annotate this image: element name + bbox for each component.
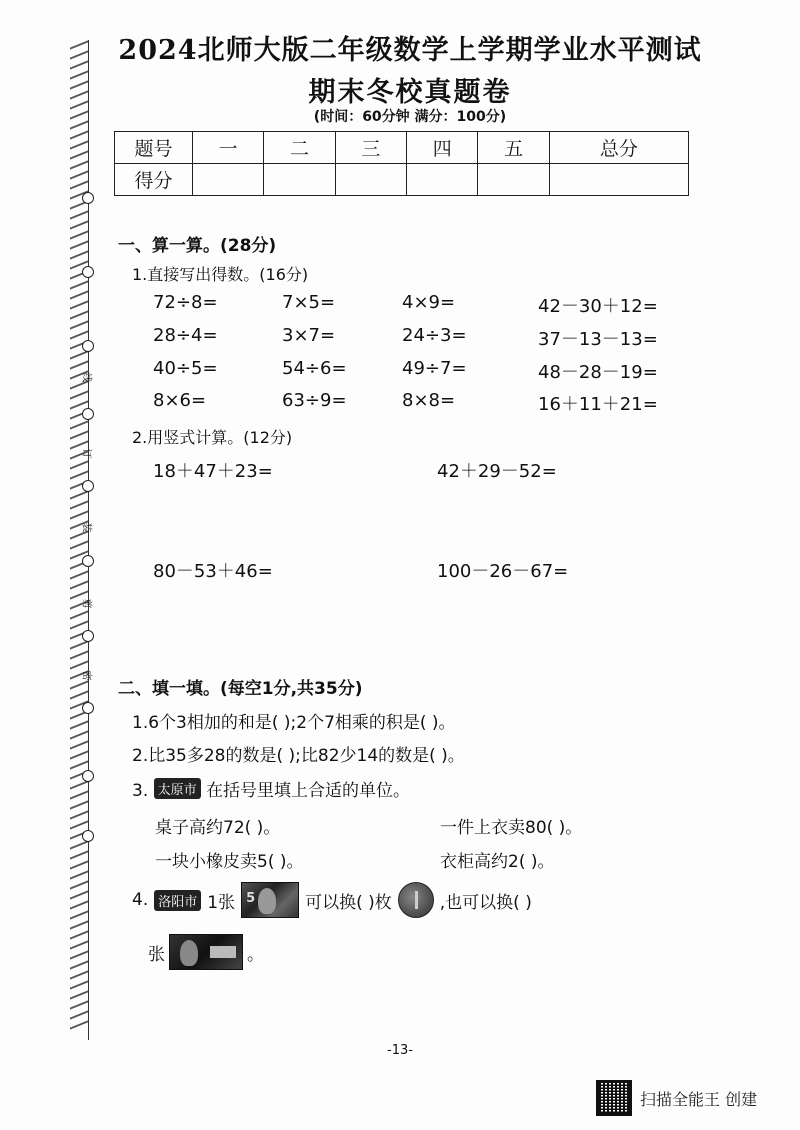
binding-hatch-mark (70, 120, 88, 129)
section-2-title: 二、填一填。(每空1分,共35分) (118, 679, 363, 699)
score-blank-cell[interactable] (478, 164, 549, 196)
fill-question-4-cont (148, 934, 264, 970)
calc-item: 63÷9= (282, 390, 347, 411)
binding-hatch-mark (70, 540, 88, 549)
binding-hatch-mark (70, 80, 88, 89)
binding-hatch-mark (70, 570, 88, 579)
binding-hatch-mark (70, 960, 88, 969)
binding-hatch-mark (70, 900, 88, 909)
coin-image (398, 882, 434, 918)
region-tag: 太原市 (154, 778, 201, 799)
unit-item: 衣柜高约2( )。 (440, 852, 555, 872)
binding-hatch-mark (70, 950, 88, 959)
binding-hatch-mark (70, 820, 88, 829)
portrait-icon (258, 888, 276, 914)
question-text: 1张 (207, 892, 236, 913)
banknote-image (169, 934, 243, 970)
binding-hatch-mark (70, 800, 88, 809)
binding-hatch-mark (70, 850, 88, 859)
table-cell: 五 (478, 132, 549, 164)
binding-hatch-mark (70, 1010, 88, 1019)
binding-hatch-mark (70, 860, 88, 869)
calc-item: 24÷3= (402, 325, 467, 346)
fill-question-1: 1.6个3相加的和是( );2个7相乘的积是( )。 (132, 713, 456, 733)
binding-hatch-mark (70, 390, 88, 399)
binding-hatch-mark (70, 90, 88, 99)
exam-subtitle-title: 期末冬校真题卷 (308, 77, 512, 108)
unit-item: 一件上衣卖80( )。 (440, 818, 583, 838)
binding-hole (82, 408, 94, 420)
binding-hatch-mark (70, 360, 88, 369)
score-blank-cell[interactable] (193, 164, 264, 196)
binding-hatch-mark (70, 620, 88, 629)
binding-hatch-mark (70, 320, 88, 329)
binding-hatch-mark (70, 150, 88, 159)
binding-hatch-mark (70, 970, 88, 979)
table-cell: 二 (264, 132, 335, 164)
vertical-calc-item: 80－53＋46= (153, 561, 273, 582)
question-number: 3. (132, 781, 149, 801)
time-score-info: (时间：60分钟 满分：100分) (313, 109, 507, 125)
binding-hatch-mark (70, 720, 88, 729)
binding-hatch-mark (70, 210, 88, 219)
section-1-title: 一、算一算。(28分) (118, 236, 277, 256)
binding-hatch-mark (70, 470, 88, 479)
binding-hatch-mark (70, 220, 88, 229)
banknote-5-yuan-image (241, 882, 299, 918)
binding-hatch-mark (70, 60, 88, 69)
binding-hatch-mark (70, 250, 88, 259)
binding-hatch-mark (70, 870, 88, 879)
fill-question-2: 2.比35多28的数是( );比82少14的数是( )。 (132, 746, 465, 766)
calc-item: 42－30＋12= (538, 296, 658, 317)
binding-hole (82, 630, 94, 642)
binding-hatch-mark (70, 690, 88, 699)
banknote-label (210, 946, 236, 958)
fill-question-4 (132, 882, 532, 918)
region-tag: 洛阳市 (154, 890, 201, 911)
margin-char: 线 (80, 372, 92, 383)
vertical-calc-item: 42＋29－52= (437, 461, 557, 482)
question-text: ,也可以换( ) (439, 892, 532, 913)
binding-hatch-mark (70, 70, 88, 79)
binding-hatch-mark (70, 760, 88, 769)
score-table-header-row (115, 132, 689, 164)
table-cell: 得分 (115, 164, 193, 196)
binding-hatch-mark (70, 110, 88, 119)
binding-hatch-mark (70, 290, 88, 299)
binding-hatch-mark (70, 420, 88, 429)
binding-hole (82, 770, 94, 782)
calc-item: 8×6= (153, 390, 207, 411)
binding-hatch-mark (70, 730, 88, 739)
table-cell: 三 (335, 132, 406, 164)
table-cell: 总分 (549, 132, 688, 164)
calc-item: 28÷4= (153, 325, 218, 346)
binding-line (88, 40, 89, 1040)
question-text: 张 (148, 944, 165, 965)
binding-hatch-mark (70, 910, 88, 919)
binding-hatch-mark (70, 880, 88, 889)
binding-hatch-mark (70, 940, 88, 949)
binding-hole (82, 340, 94, 352)
binding-hatch-mark (70, 510, 88, 519)
margin-char: 密 (80, 670, 92, 681)
binding-hole (82, 192, 94, 204)
calc-item: 3×7= (282, 325, 336, 346)
binding-hatch-mark (70, 1000, 88, 1009)
binding-hatch-mark (70, 40, 88, 49)
score-blank-cell[interactable] (264, 164, 335, 196)
binding-hatch-mark (70, 100, 88, 109)
binding-hatch-mark (70, 580, 88, 589)
section-1-q1-title: 1.直接写出得数。(16分) (132, 265, 309, 284)
unit-item: 桌子高约72( )。 (155, 818, 281, 838)
binding-hole (82, 830, 94, 842)
margin-char: 订 (80, 448, 92, 459)
question-text: 可以换( )枚 (305, 892, 392, 913)
binding-hatch-mark (70, 790, 88, 799)
score-blank-cell[interactable] (407, 164, 478, 196)
scanner-footer (596, 1080, 757, 1116)
binding-hatch-mark (70, 650, 88, 659)
binding-hole (82, 266, 94, 278)
table-cell: 一 (193, 132, 264, 164)
exam-title: 2024北师大版二年级数学上学期学业水平测试 (118, 35, 702, 66)
page-number: -13- (387, 1043, 413, 1058)
margin-char: 装 (80, 522, 92, 533)
binding-hatch-mark (70, 160, 88, 169)
calc-item: 8×8= (402, 390, 456, 411)
calc-item: 16＋11＋21= (538, 394, 658, 415)
vertical-calc-item: 18＋47＋23= (153, 461, 273, 482)
question-number: 4. (132, 890, 149, 910)
question-text: 。 (247, 944, 264, 965)
calc-item: 54÷6= (282, 358, 347, 379)
question-text: 在括号里填上合适的单位。 (206, 781, 411, 801)
footer-text: 扫描全能王 创建 (640, 1089, 758, 1109)
binding-hatch-mark (70, 310, 88, 319)
vertical-calc-item: 100－26－67= (437, 561, 569, 582)
score-table-score-row (115, 164, 689, 196)
binding-hatch-mark (70, 500, 88, 509)
binding-hatch-mark (70, 810, 88, 819)
margin-char: 剪 (80, 598, 92, 609)
unit-item: 一块小橡皮卖5( )。 (155, 852, 304, 872)
section-1-q2-title: 2.用竖式计算。(12分) (132, 428, 293, 447)
calc-item: 40÷5= (153, 358, 218, 379)
banknote-value: 5 (246, 891, 256, 906)
table-cell: 四 (407, 132, 478, 164)
fill-question-3 (132, 776, 410, 801)
binding-hatch-mark (70, 750, 88, 759)
binding-hatch-mark (70, 920, 88, 929)
binding-hatch-mark (70, 610, 88, 619)
calc-item: 72÷8= (153, 292, 218, 313)
binding-hole (82, 480, 94, 492)
calc-item: 48－28－19= (538, 362, 658, 383)
binding-hatch-mark (70, 240, 88, 249)
binding-hatch-mark (70, 460, 88, 469)
binding-hatch-mark (70, 300, 88, 309)
binding-hatch-mark (70, 130, 88, 139)
score-blank-cell[interactable] (335, 164, 406, 196)
binding-hatch-mark (70, 140, 88, 149)
binding-hatch-mark (70, 170, 88, 179)
portrait-icon (180, 940, 198, 966)
binding-hatch-mark (70, 280, 88, 289)
binding-hatch-mark (70, 980, 88, 989)
binding-hatch-mark (70, 180, 88, 189)
binding-hatch-mark (70, 1020, 88, 1029)
calc-item: 37－13－13= (538, 329, 658, 350)
binding-hatch-mark (70, 50, 88, 59)
binding-hatch-mark (70, 230, 88, 239)
binding-hole (82, 702, 94, 714)
calc-item: 49÷7= (402, 358, 467, 379)
binding-hatch-mark (70, 930, 88, 939)
calc-item: 7×5= (282, 292, 336, 313)
calc-item: 4×9= (402, 292, 456, 313)
binding-hatch-mark (70, 890, 88, 899)
binding-hatch-mark (70, 330, 88, 339)
score-table (114, 131, 689, 196)
binding-hatch-mark (70, 990, 88, 999)
qr-code-icon (596, 1080, 632, 1116)
binding-hole (82, 555, 94, 567)
binding-hatch-mark (70, 430, 88, 439)
binding-hatch-mark (70, 740, 88, 749)
table-cell: 题号 (115, 132, 193, 164)
score-blank-cell[interactable] (549, 164, 688, 196)
